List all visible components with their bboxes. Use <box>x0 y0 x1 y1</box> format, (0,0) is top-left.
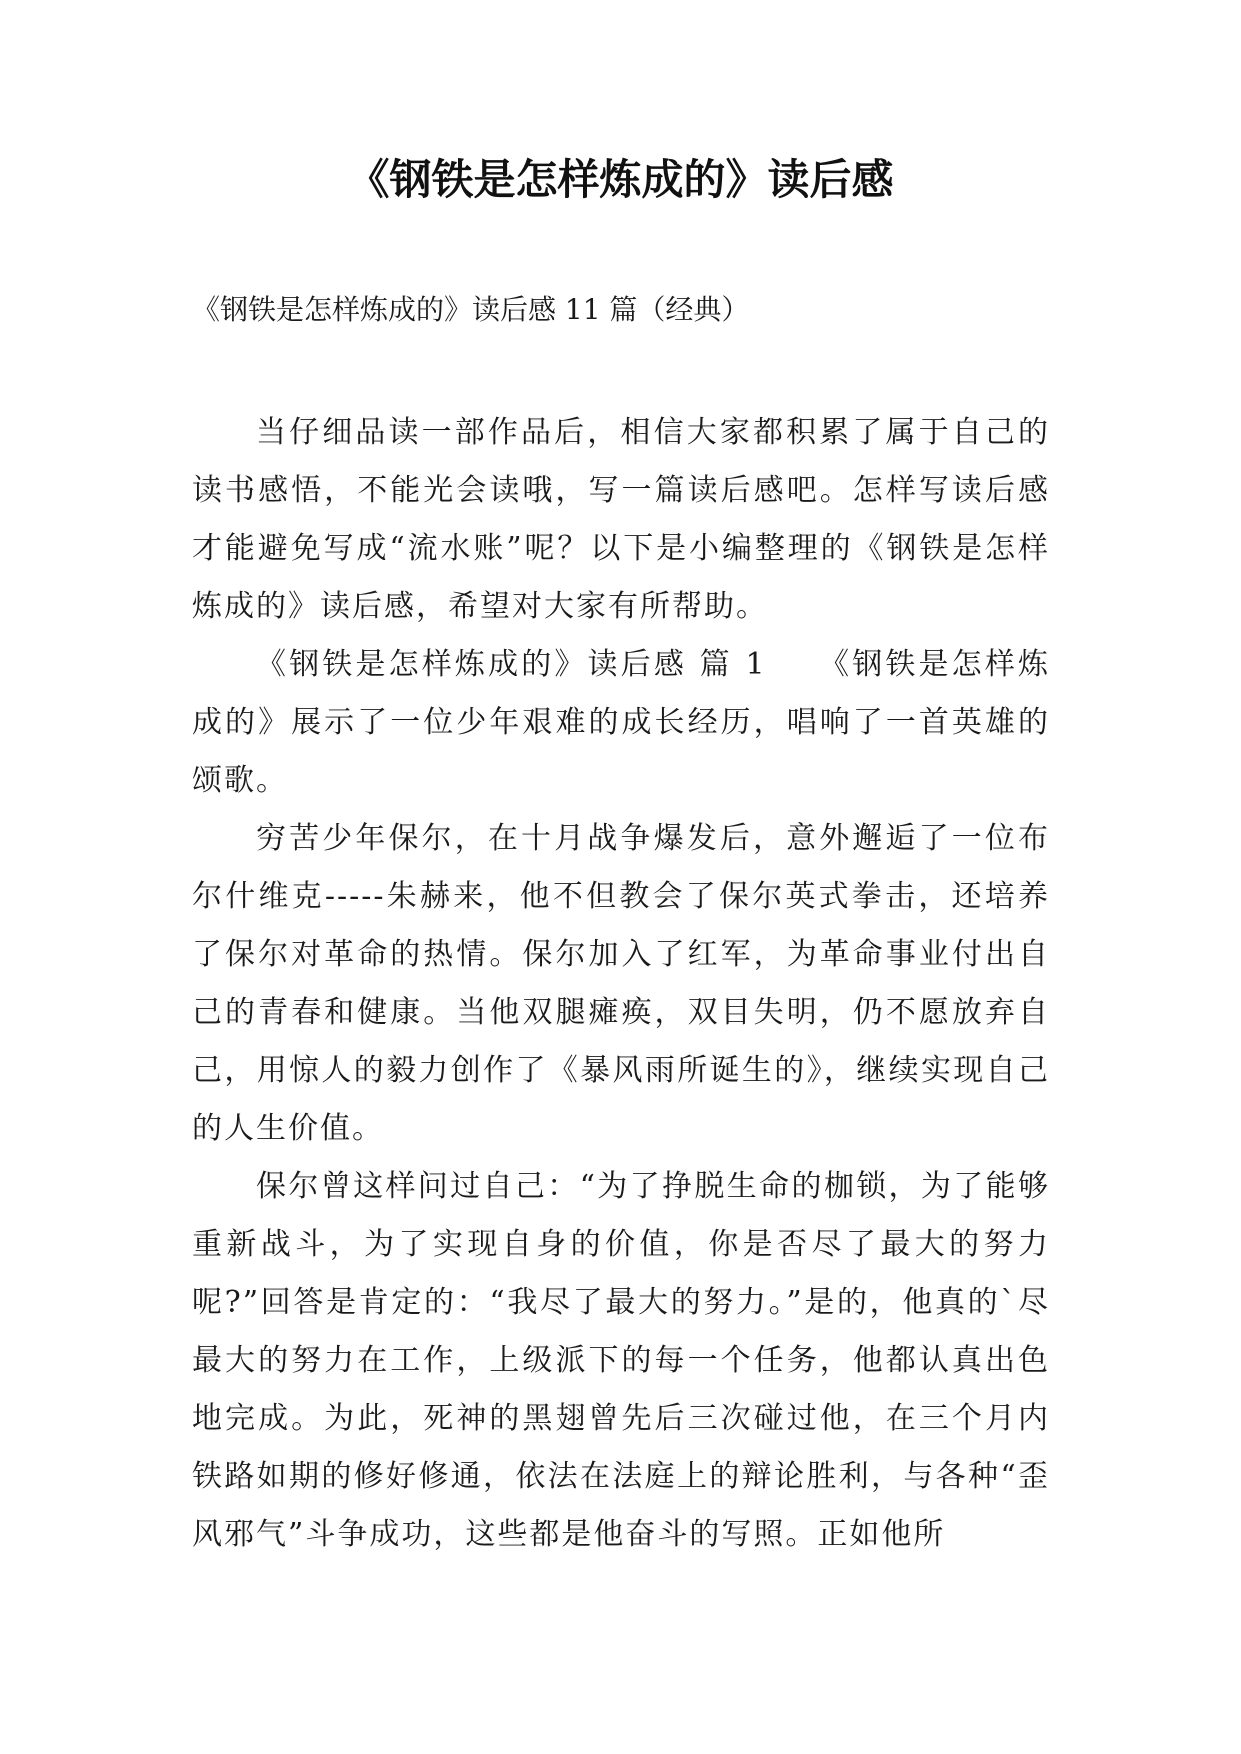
body-paragraph: 《钢铁是怎样炼成的》读后感 篇 1 《钢铁是怎样炼成的》展示了一位少年艰难的成长经历，唱响了一首英雄的颂歌。 <box>192 647 1050 798</box>
body-paragraph: 当仔细品读一部作品后，相信大家都积累了属于自己的读书感悟，不能光会读哦，写一篇读后感吧。怎样写读后感才能避免写成“流水账”呢？以下是小编整理的《钢铁是怎样炼成的》读后感，希望对大家有所帮助。 <box>192 415 1050 624</box>
document-subtitle: 《钢铁是怎样炼成的》读后感 11 篇（经典） <box>192 293 750 326</box>
document-body <box>192 404 1050 1564</box>
body-paragraph: 穷苦少年保尔，在十月战争爆发后，意外邂逅了一位布尔什维克-----朱赫来，他不但教会了保尔英式拳击，还培养了保尔对革命的热情。保尔加入了红军，为革命事业付出自己的青春和健康。当他双腿瘫痪，双目失明，仍不愿放弃自己，用惊人的毅力创作了《暴风雨所诞生的》，继续实现自己的人生价值。 <box>192 821 1050 1146</box>
document-title: 《钢铁是怎样炼成的》读后感 <box>347 155 894 204</box>
body-paragraph: 保尔曾这样问过自己：“为了挣脱生命的枷锁，为了能够重新战斗，为了实现自身的价值，你是否尽了最大的努力呢?”回答是肯定的：“我尽了最大的努力。”是的，他真的`尽最大的努力在工作，上级派下的每一个任务，他都认真出色地完成。为此，死神的黑翅曾先后三次碰过他，在三个月内铁路如期的修好修通，依法在法庭上的辩论胜利，与各种“歪风邪气”斗争成功，这些都是他奋斗的写照。正如他所 <box>192 1169 1050 1552</box>
